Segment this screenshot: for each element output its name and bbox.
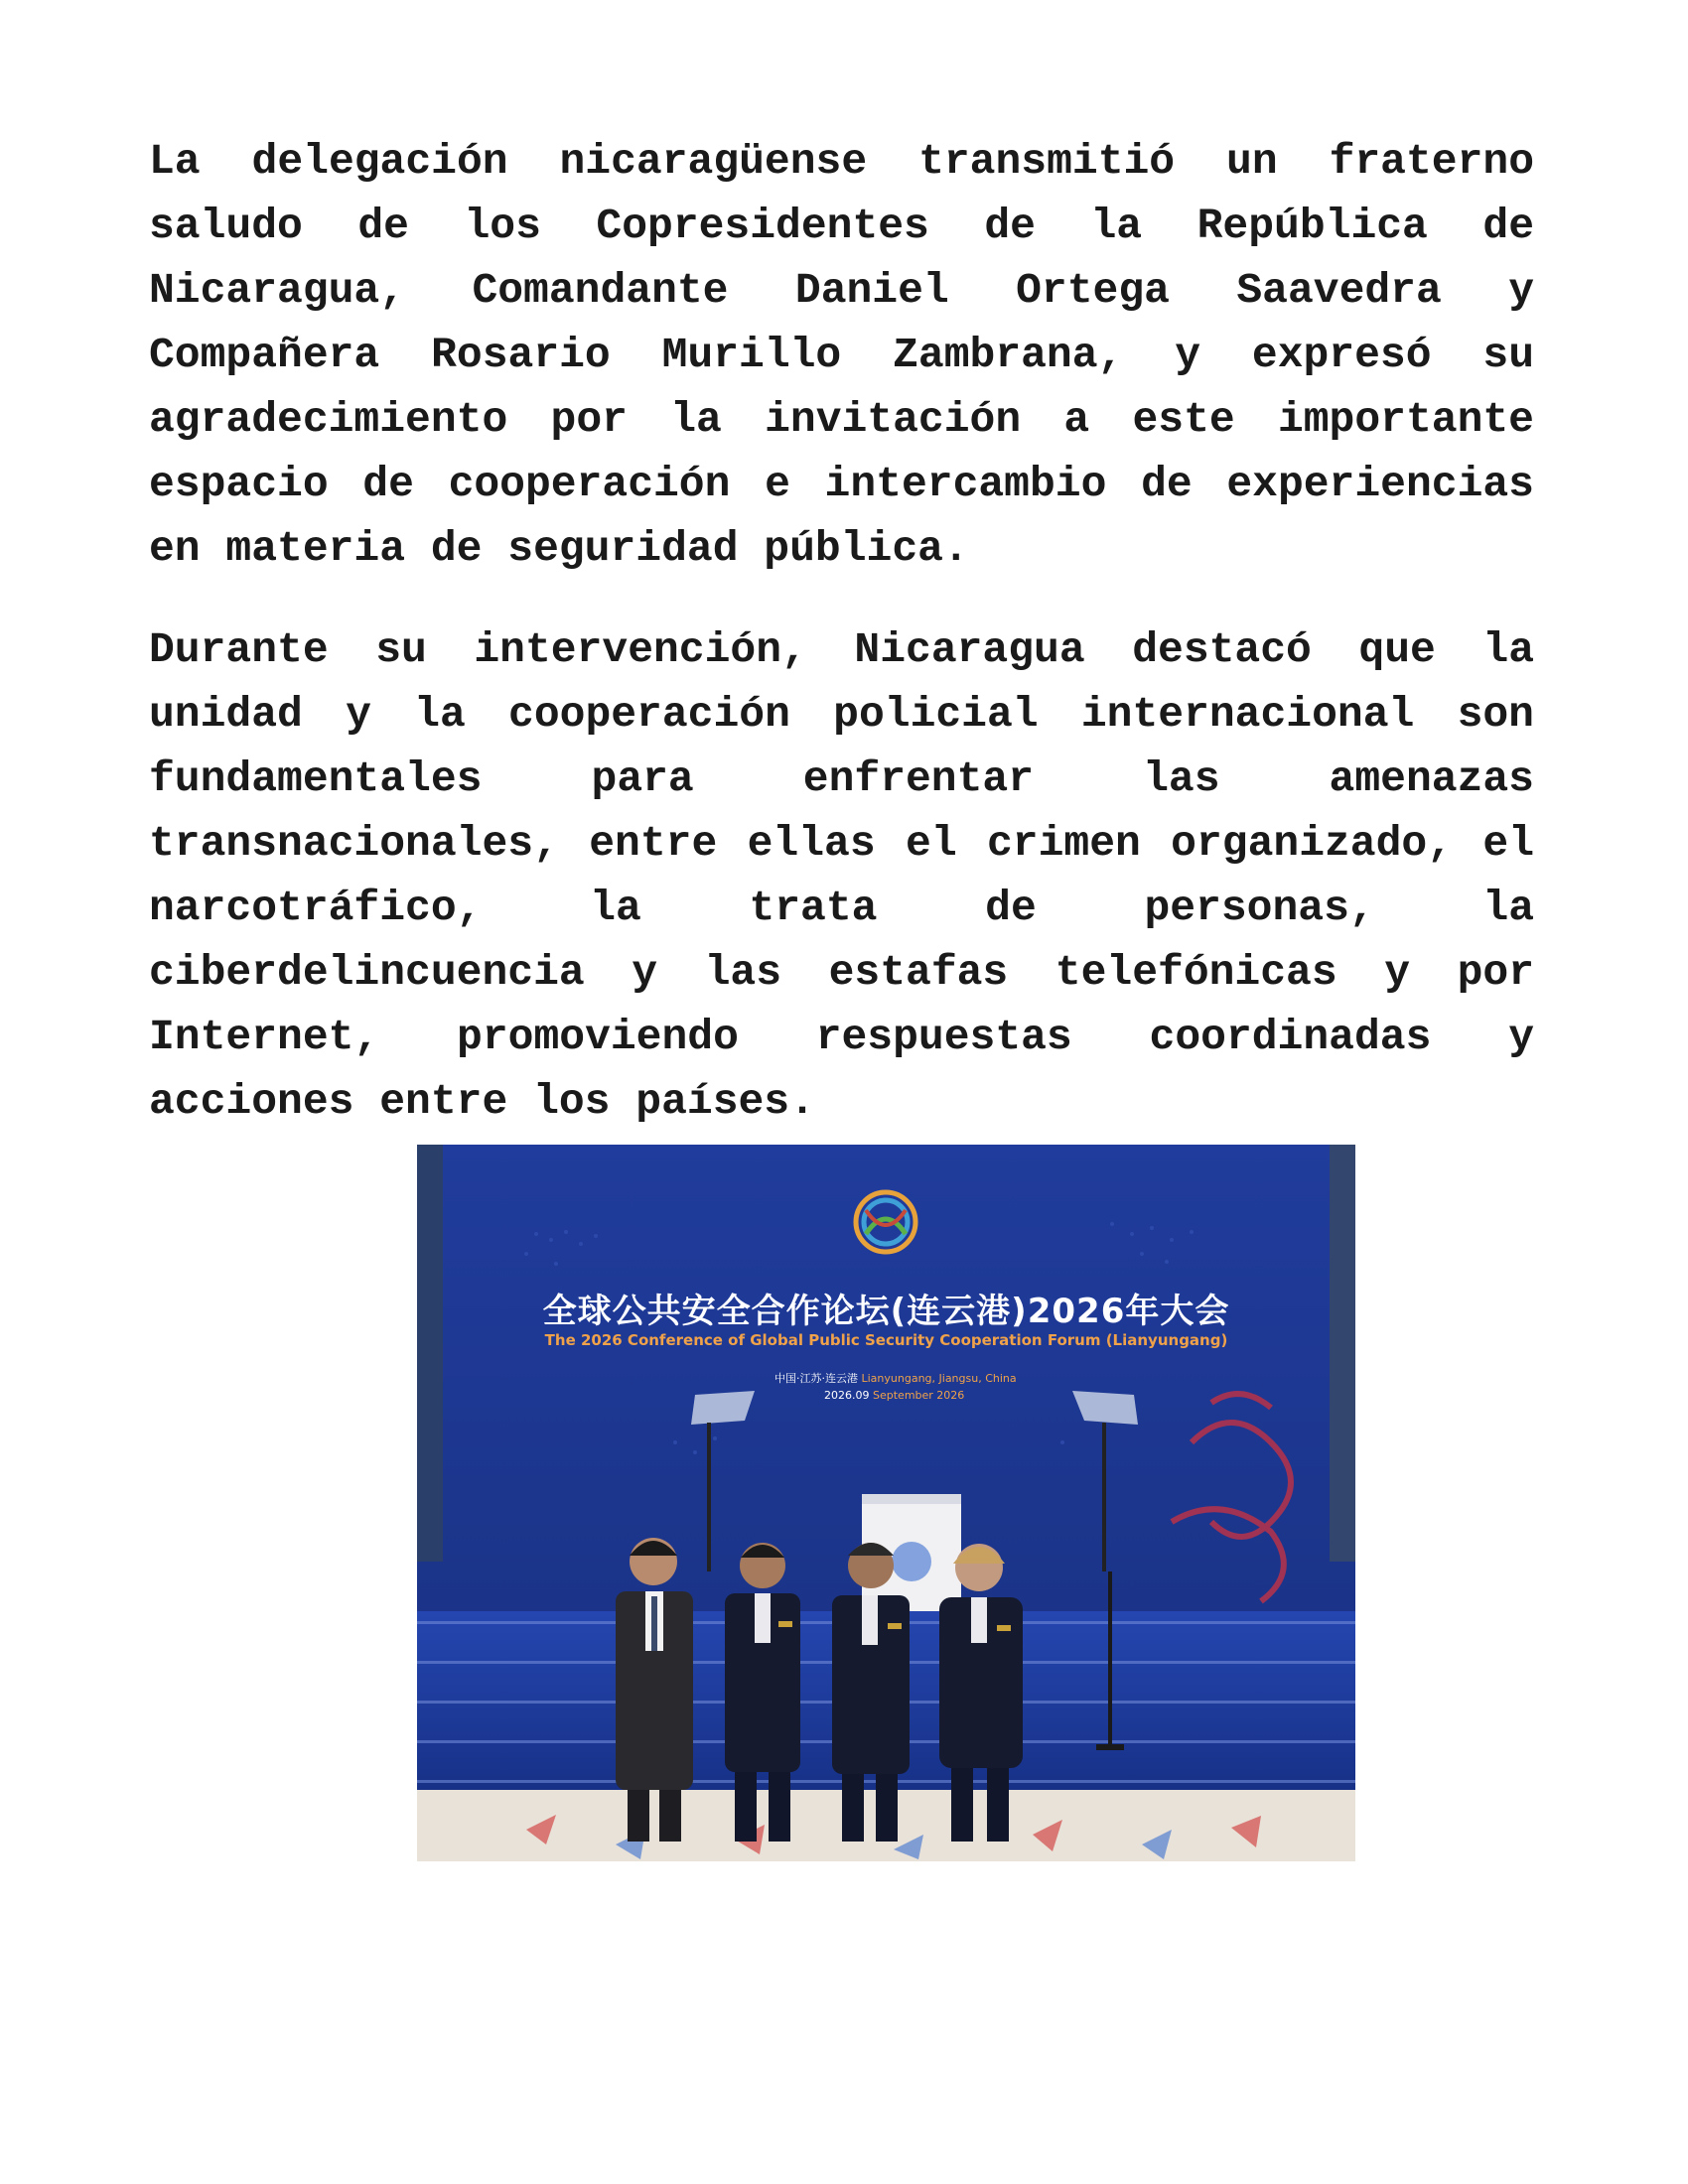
paragraph-intervention: Durante su intervención, Nicaragua destacó que la unidad y la cooperación policial internacional son fundamentales para enfrentar las amenazas transnacionales, entre ellas el crimen organizado, el narcotráfico, la trata de personas, la ciberdelincuencia y las estafas telefónicas y por Internet, promoviendo respuestas coordinadas y acciones entre los países.	[149, 625, 1534, 1126]
banner-title-en: The 2026 Conference of Global Public Security Cooperation Forum (Lianyungang)	[544, 1331, 1228, 1349]
date-en: September 2026	[873, 1389, 965, 1402]
location-en: Lianyungang, Jiangsu, China	[861, 1372, 1017, 1385]
photo-scene	[417, 1145, 1355, 1861]
date-zh: 2026.09	[824, 1389, 870, 1402]
banner-location	[774, 1371, 1017, 1387]
banner-date	[824, 1389, 964, 1402]
location-zh: 中国·江苏·连云港	[774, 1372, 858, 1385]
delegation-photo	[417, 1145, 1355, 1861]
banner-title-zh: 全球公共安全合作论坛(连云港)2026年大会	[542, 1292, 1230, 1331]
paragraph-greeting: La delegación nicaragüense transmitió un fraterno saludo de los Copresidentes de la República de Nicaragua, Comandante Daniel Ortega Saavedra y Compañera Rosario Murillo Zambrana, y expresó su agradecimiento por la invitación a este importante espacio de cooperación e intercambio de experiencias en materia de seguridad pública.	[149, 137, 1534, 573]
